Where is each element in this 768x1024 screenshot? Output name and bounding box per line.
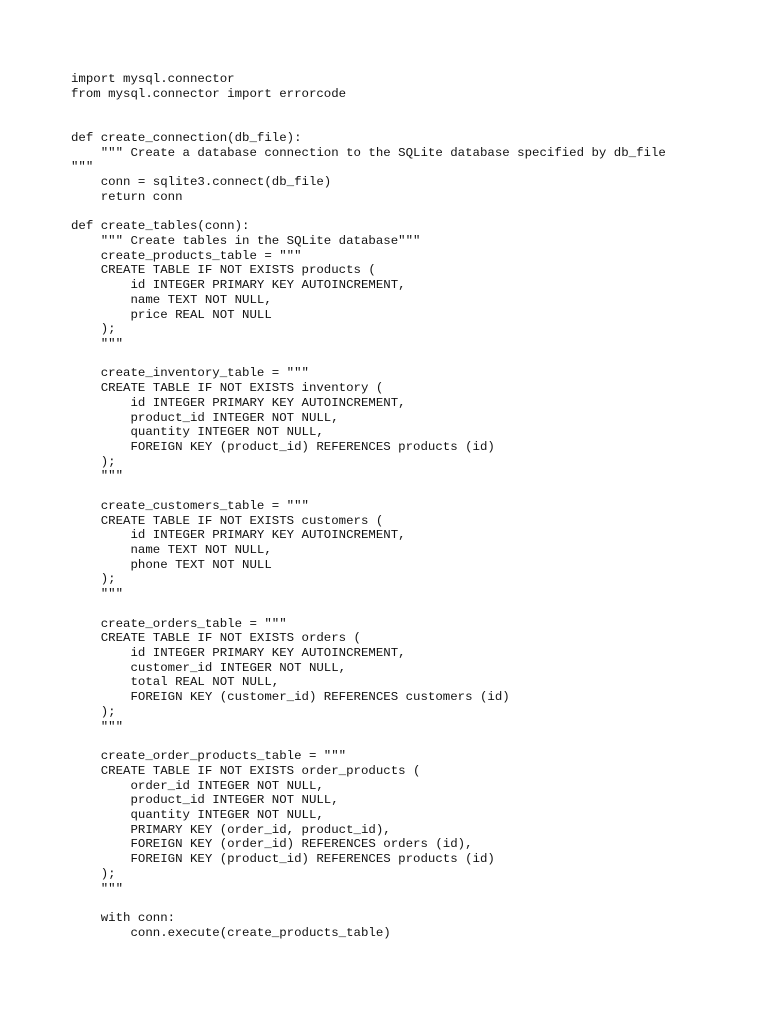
code-line: ); <box>71 866 116 881</box>
code-line <box>71 101 666 116</box>
code-line: """ Create tables in the SQLite database""" <box>71 233 421 248</box>
code-line <box>71 116 666 131</box>
code-line: conn = sqlite3.connect(db_file) <box>71 175 332 190</box>
code-line: id INTEGER PRIMARY KEY AUTOINCREMENT, <box>71 528 406 543</box>
code-line: CREATE TABLE IF NOT EXISTS customers ( <box>71 513 384 528</box>
code-line: return conn <box>71 189 183 204</box>
code-line: order_id INTEGER NOT NULL, <box>71 778 324 793</box>
code-line <box>71 204 666 219</box>
code-line <box>71 602 666 617</box>
code-line: id INTEGER PRIMARY KEY AUTOINCREMENT, <box>71 395 406 410</box>
code-line: CREATE TABLE IF NOT EXISTS order_products ( <box>71 763 421 778</box>
code-line: FOREIGN KEY (product_id) REFERENCES products (id) <box>71 852 495 867</box>
code-line: quantity INTEGER NOT NULL, <box>71 425 324 440</box>
code-line: """ <box>71 160 94 175</box>
code-line: """ Create a database connection to the SQLite database specified by db_file <box>71 145 666 160</box>
code-line <box>71 896 666 911</box>
code-line: create_inventory_table = """ <box>71 366 309 381</box>
code-line: ); <box>71 572 116 587</box>
code-line: create_orders_table = """ <box>71 616 287 631</box>
code-line: with conn: <box>71 910 176 925</box>
code-line <box>71 352 666 367</box>
code-line: import mysql.connector <box>71 72 235 86</box>
code-line: product_id INTEGER NOT NULL, <box>71 410 339 425</box>
code-line: total REAL NOT NULL, <box>71 675 280 690</box>
code-line: name TEXT NOT NULL, <box>71 292 272 307</box>
code-line <box>71 484 666 499</box>
code-line: ); <box>71 704 116 719</box>
code-line: name TEXT NOT NULL, <box>71 543 272 557</box>
code-line: """ <box>71 587 124 602</box>
code-line: create_customers_table = """ <box>71 498 309 513</box>
code-line: CREATE TABLE IF NOT EXISTS products ( <box>71 263 376 278</box>
code-line: CREATE TABLE IF NOT EXISTS orders ( <box>71 631 361 646</box>
code-line: FOREIGN KEY (product_id) REFERENCES products (id) <box>71 439 495 454</box>
code-line: create_products_table = """ <box>71 248 302 263</box>
code-line: """ <box>71 469 124 484</box>
code-line: price REAL NOT NULL <box>71 307 272 322</box>
code-line: def create_connection(db_file): <box>71 130 302 145</box>
code-line: """ <box>71 336 124 351</box>
code-line: customer_id INTEGER NOT NULL, <box>71 660 347 675</box>
code-line: PRIMARY KEY (order_id, product_id), <box>71 822 391 837</box>
code-line: id INTEGER PRIMARY KEY AUTOINCREMENT, <box>71 278 406 293</box>
code-line: phone TEXT NOT NULL <box>71 557 272 572</box>
code-line: FOREIGN KEY (order_id) REFERENCES orders (id), <box>71 837 473 852</box>
code-line: product_id INTEGER NOT NULL, <box>71 793 339 808</box>
code-line: ); <box>71 322 116 337</box>
code-line: """ <box>71 719 124 734</box>
code-line: quantity INTEGER NOT NULL, <box>71 807 324 822</box>
code-line: create_order_products_table = """ <box>71 749 347 764</box>
code-line: """ <box>71 881 124 896</box>
code-line: from mysql.connector import errorcode <box>71 86 347 101</box>
code-line: conn.execute(create_products_table) <box>71 925 391 940</box>
code-line <box>71 734 666 749</box>
code-line: FOREIGN KEY (customer_id) REFERENCES customers (id) <box>71 690 510 705</box>
code-block <box>71 72 666 940</box>
code-line: id INTEGER PRIMARY KEY AUTOINCREMENT, <box>71 646 406 661</box>
code-line: def create_tables(conn): <box>71 219 250 234</box>
code-line: CREATE TABLE IF NOT EXISTS inventory ( <box>71 381 384 396</box>
code-line: ); <box>71 454 116 469</box>
